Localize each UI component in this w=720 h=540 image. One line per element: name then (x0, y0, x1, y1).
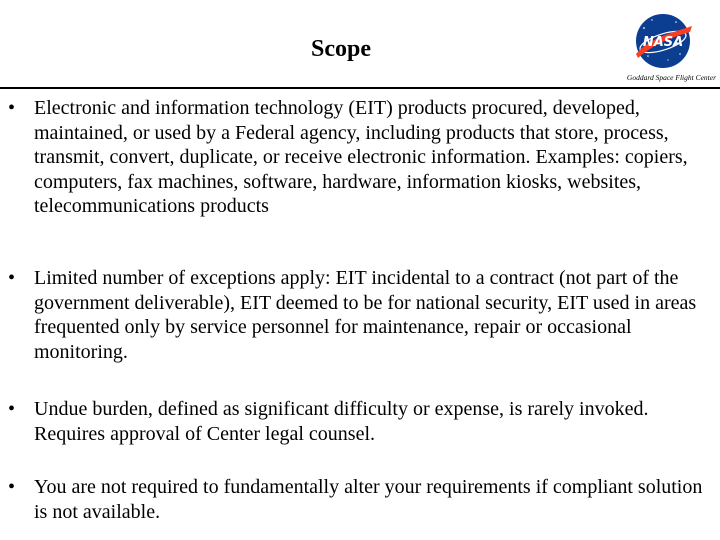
bullet-undue-burden (8, 397, 712, 446)
bullet-exceptions (8, 266, 712, 364)
bullet-text: Undue burden, defined as significant difficulty or expense, is rarely invoked. Requires approval of Center legal counsel. (34, 398, 649, 445)
slide-title: Scope (311, 36, 371, 62)
bullet-text: You are not required to fundamentally alter your requirements if compliant solution is not available. (34, 476, 703, 523)
bullet-marker: • (8, 97, 16, 119)
bullet-not-required (8, 475, 712, 524)
bullet-text: Electronic and information technology (EIT) products procured, developed, maintained, or used by a Federal agency, including products that store, process, transmit, convert, duplicate, or receive electronic information. Examples: copiers, computers, fax machines, software, hardware, information kiosks, websites, telecommunications products (34, 97, 688, 217)
bullet-marker: • (8, 398, 16, 420)
bullet-marker: • (8, 267, 16, 289)
bullet-eit-products (8, 96, 712, 219)
center-caption: Goddard Space Flight Center (626, 73, 716, 82)
nasa-logo-label: NASA (642, 35, 684, 50)
bullet-marker: • (8, 476, 16, 498)
bullet-text: Limited number of exceptions apply: EIT incidental to a contract (not part of the government deliverable), EIT deemed to be for national security, EIT used in areas frequented only by service personnel for maintenance, repair or occasional monitoring. (34, 267, 697, 363)
